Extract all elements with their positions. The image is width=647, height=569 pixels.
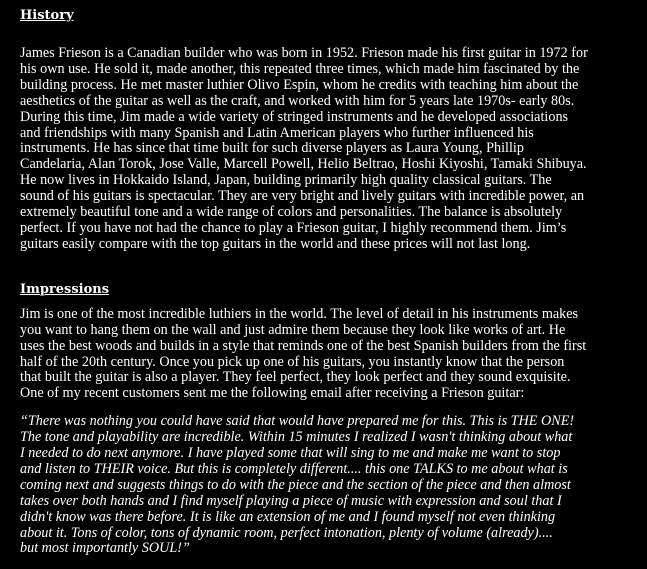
customer-quote (20, 414, 636, 557)
history-line: and friendships with many Spanish and Latin American players who further influenced his (20, 124, 534, 141)
history-line: He now lives in Hokkaido Island, Japan, building primarily high quality classical guitars. The (20, 172, 552, 189)
quote-line: takes over both hands and I find myself playing a piece of music with expression and soul that I (20, 492, 562, 509)
history-line: extremely beautiful tone and a wide range of colors and personalities. The balance is absolutely (20, 204, 563, 221)
quote-line: about it. Tons of color, tons of dynamic room, perfect intonation, plenty of volume (already).... (20, 524, 553, 541)
history-line: building process. He met master luthier Olivo Espin, whom he credits with teaching him about the (20, 76, 579, 93)
history-heading: History (20, 8, 74, 23)
impressions-line: you want to hang them on the wall and just admire them because they look like works of art. He (20, 321, 566, 338)
quote-line: I needed to do next anymore. I have played some that will sing to me and make me want to stop (20, 445, 561, 462)
history-line: perfect. If you have not had the chance to play a Frieson guitar, I highly recommend them. Jim’s (20, 219, 567, 236)
impressions-paragraph (20, 307, 636, 402)
quote-line: The tone and playability are incredible. Within 15 minutes I realized I wasn't thinking about what (20, 429, 573, 446)
history-line: sound of his guitars is spectacular. They are very bright and lively guitars with incredible power, an (20, 188, 585, 205)
impressions-heading: Impressions (20, 281, 110, 297)
impressions-line: half of the 20th century. Once you pick up one of his guitars, you instantly know that the person (20, 353, 565, 370)
quote-line: but most importantly SOUL!” (20, 540, 190, 557)
history-line: guitars easily compare with the top guitars in the world and these prices will not last long. (20, 235, 531, 252)
quote-line: and listen to THEIR voice. But this is completely different.... this one TALKS to me about what is (20, 460, 568, 477)
history-line: instruments. He has since that time built for such diverse players as Laura Young, Phillip (20, 140, 524, 157)
history-line: aesthetics of the guitar as well as the craft, and worked with him for 5 years late 1970s- early 80s. (20, 92, 575, 109)
impressions-line: uses the best woods and builds in a style that reminds one of the best Spanish builders from the first (20, 337, 587, 354)
impressions-line: that built the guitar is also a player. They feel perfect, they look perfect and they sound exquisite. (20, 369, 571, 386)
history-line: James Frieson is a Canadian builder who was born in 1952. Frieson made his first guitar in 1972 for (20, 45, 588, 61)
history-line: During this time, Jim made a wide variety of stringed instruments and he developed associations (20, 108, 569, 125)
article (20, 7, 636, 557)
history-line: Candelaria, Alan Torok, Jose Valle, Marcell Powell, Helio Beltrao, Hoshi Kiyoshi, Tamaki Shibuya. (20, 156, 587, 173)
impressions-line: One of my recent customers sent me the following email after receiving a Frieson guitar: (20, 385, 525, 402)
history-line: his own use. He sold it, made another, this repeated three times, which made him fascinated by the (20, 60, 580, 77)
quote-line: coming next and suggests things to do with the piece and the section of the piece and then almost (20, 476, 571, 493)
quote-line: didn't know was there before. It is like an extension of me and I found myself not even thinking (20, 508, 556, 525)
history-paragraph (20, 46, 636, 253)
impressions-line: Jim is one of the most incredible luthiers in the world. The level of detail in his instruments makes (20, 305, 579, 322)
quote-line: “There was nothing you could have said that would have prepared me for this. This is THE ONE! (20, 413, 575, 430)
